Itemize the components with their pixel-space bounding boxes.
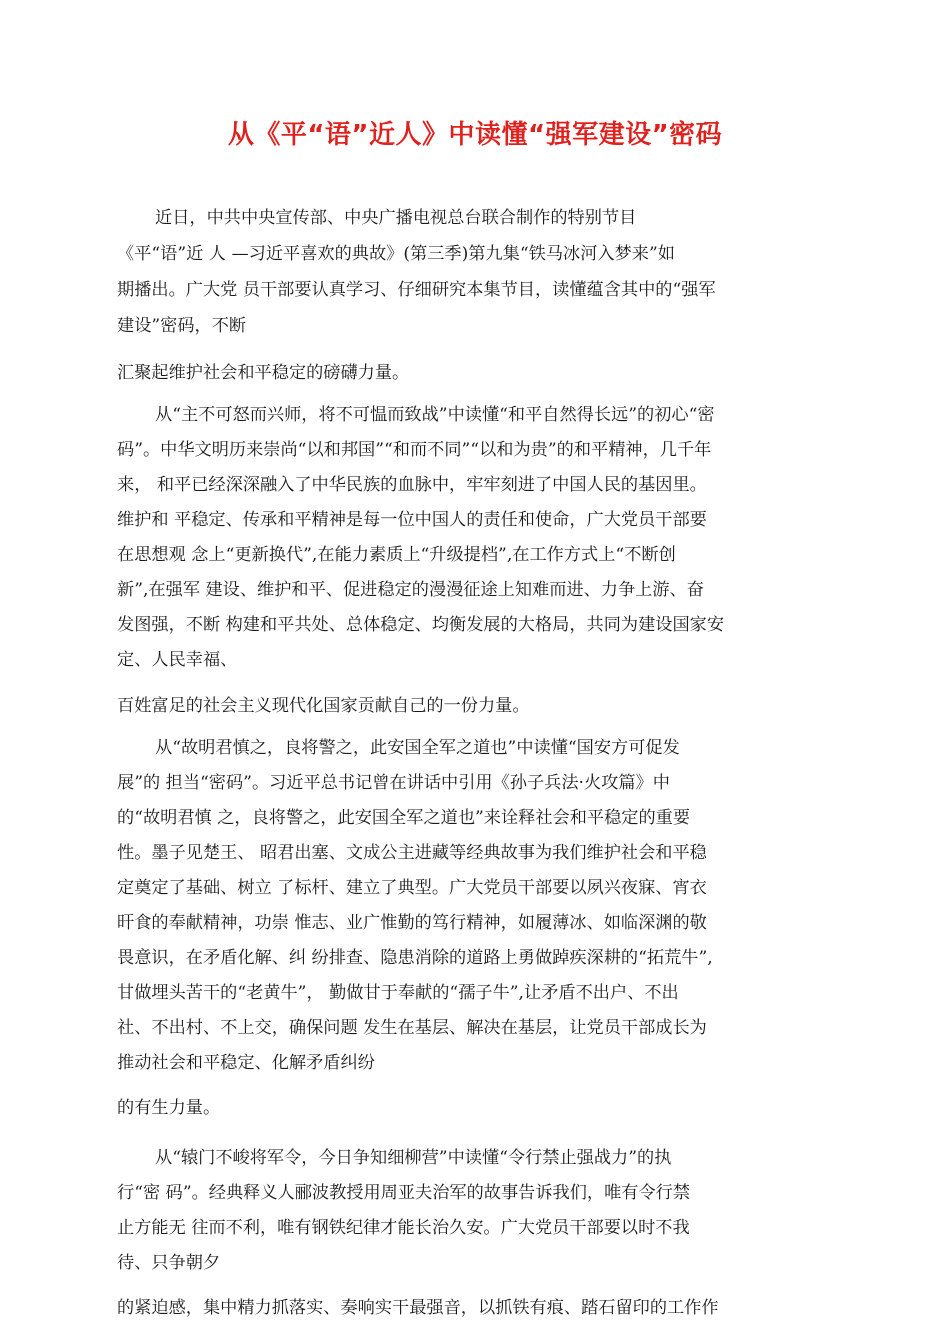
body-line: 新”,在强军 建设、维护和平、促进稳定的漫漫征途上知难而进、力争上游、奋 <box>117 580 704 600</box>
body-line: 发图强，不断 构建和平共处、总体稳定、均衡发展的大格局，共同为建设国家安 <box>117 615 725 635</box>
body-line: 从“辕门不峻将军令，今日争知细柳营”中读懂“令行禁止强战力”的执 <box>155 1148 672 1168</box>
body-line: 《平“语”近 人 —习近平喜欢的典故》(第三季)第九集“铁马冰河入梦来”如 <box>117 244 675 264</box>
body-line: 期播出。广大党 员干部要认真学习、仔细研究本集节目，读懂蕴含其中的“强军 <box>117 280 716 300</box>
body-line: 甘做埋头苦干的“老黄牛”， 勤做甘于奉献的“孺子牛”,让矛盾不出户、不出 <box>117 983 679 1003</box>
body-line: 定、人民幸福、 <box>117 650 238 670</box>
body-line: 性。墨子见楚王、 昭君出塞、文成公主进藏等经典故事为我们维护社会和平稳 <box>117 843 707 863</box>
body-line: 展”的 担当“密码”。习近平总书记曾在讲话中引用《孙子兵法·火攻篇》中 <box>117 773 670 793</box>
document-title: 从《平“语”近人》中读懂“强军建设”密码 <box>227 120 723 150</box>
body-line: 行“密 码”。经典释义人郦波教授用周亚夫治军的故事告诉我们，唯有令行禁 <box>117 1183 691 1203</box>
body-line: 从“故明君慎之，良将警之，此安国全军之道也”中读懂“国安方可促发 <box>155 738 680 758</box>
body-line: 社、不出村、不上交，确保问题 发生在基层、解决在基层，让党员干部成长为 <box>117 1018 707 1038</box>
body-line: 止方能无 往而不利，唯有钢铁纪律才能长治久安。广大党员干部要以时不我 <box>117 1218 690 1238</box>
body-line: 维护和 平稳定、传承和平精神是每一位中国人的责任和使命，广大党员干部要 <box>117 510 707 530</box>
body-line: 的紧迫感，集中精力抓落实、奏响实干最强音，以抓铁有痕、踏石留印的工作作 <box>117 1298 719 1318</box>
body-line: 旰食的奉献精神，功崇 惟志、业广惟勤的笃行精神，如履薄冰、如临深渊的敬 <box>117 913 707 933</box>
body-line: 定奠定了基础、树立 了标杆、建立了典型。广大党员干部要以夙兴夜寐、宵衣 <box>117 878 707 898</box>
body-line: 推动社会和平稳定、化解矛盾纠纷 <box>117 1053 375 1073</box>
body-line: 从“主不可怒而兴师，将不可愠而致战”中读懂“和平自然得长远”的初心“密 <box>155 405 715 425</box>
body-line: 来， 和平已经深深融入了中华民族的血脉中，牢牢刻进了中国人民的基因里。 <box>117 475 707 495</box>
body-line: 的“故明君慎 之，良将警之，此安国全军之道也”来诠释社会和平稳定的重要 <box>117 808 691 828</box>
body-line: 码”。中华文明历来崇尚“以和邦国”“和而不同”“以和为贵”的和平精神，几千年 <box>117 440 712 460</box>
document-body <box>117 0 842 1344</box>
body-line: 畏意识，在矛盾化解、纠 纷排查、隐患消除的道路上勇做踔疾深耕的“拓荒牛”, <box>117 948 713 968</box>
body-line: 的有生力量。 <box>117 1098 221 1118</box>
body-line: 建设”密码，不断 <box>117 316 247 336</box>
body-line: 百姓富足的社会主义现代化国家贡献自己的一份力量。 <box>117 696 530 716</box>
body-line: 待、只争朝夕 <box>117 1253 221 1273</box>
body-line: 在思想观 念上“更新换代”,在能力素质上“升级提档”,在工作方式上“不断创 <box>117 545 676 565</box>
body-line: 近日，中共中央宣传部、中央广播电视总台联合制作的特别节目 <box>155 208 637 228</box>
body-line: 汇聚起维护社会和平稳定的磅礴力量。 <box>117 363 410 383</box>
